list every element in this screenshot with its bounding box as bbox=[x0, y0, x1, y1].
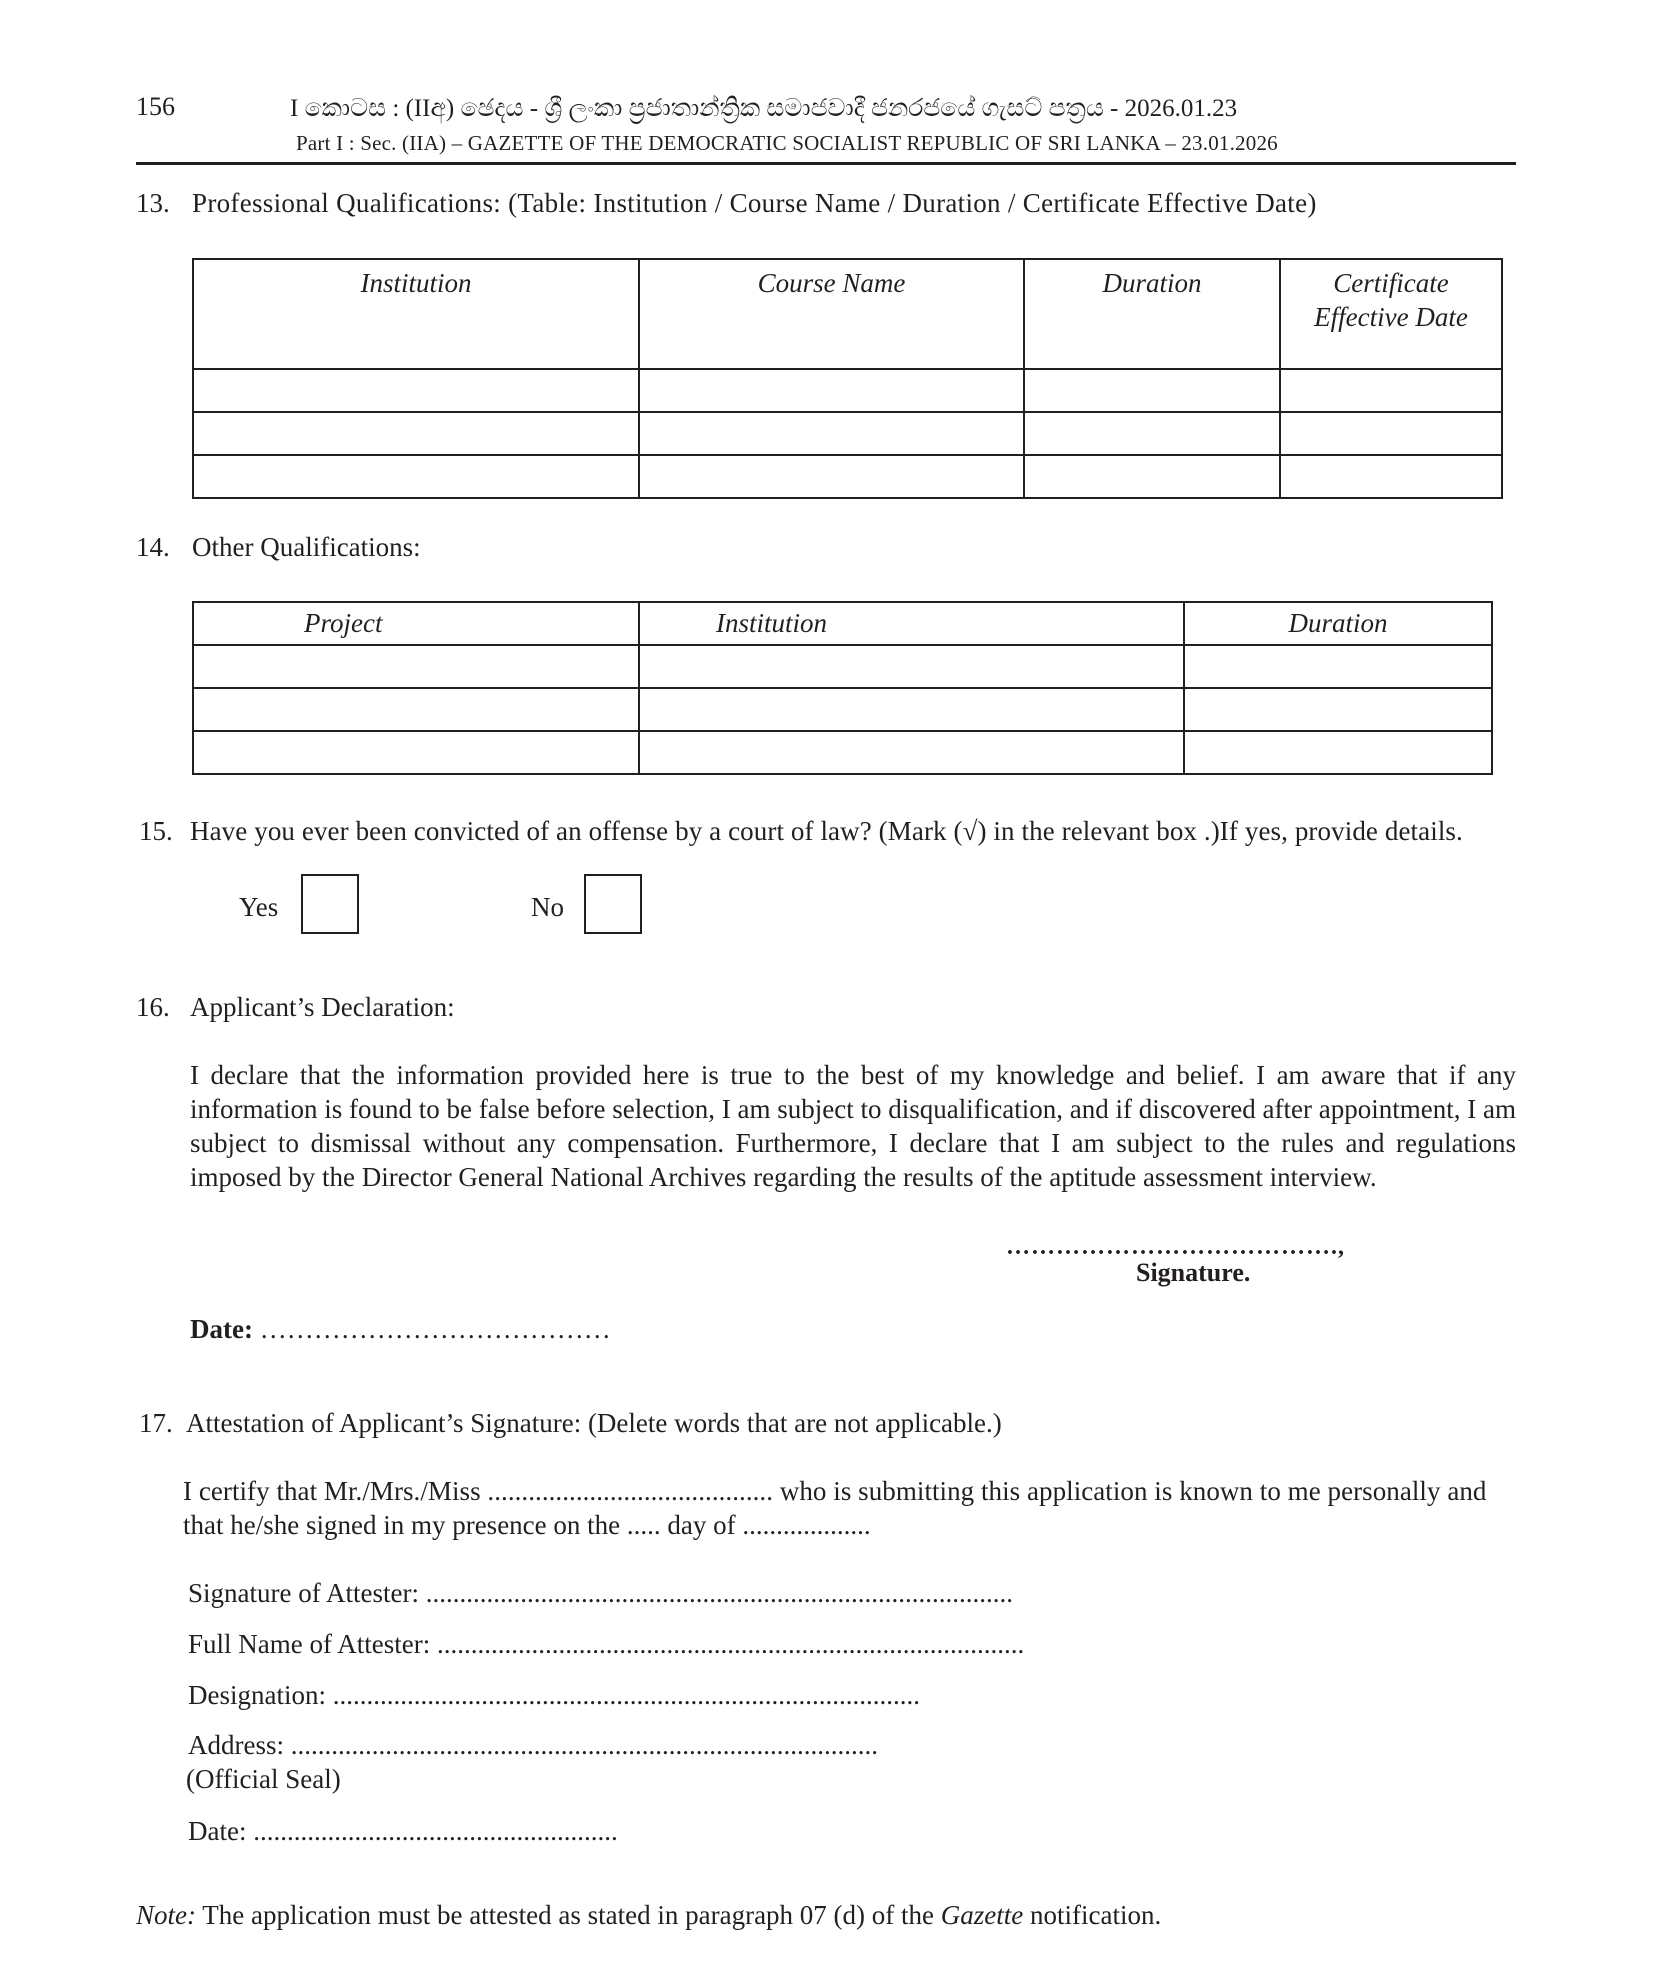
table-row bbox=[193, 412, 1502, 455]
q13-number: 13. bbox=[136, 188, 170, 218]
q15-title: Have you ever been convicted of an offense by a court of law? (Mark (√) in the relevant box .)If yes, provide details. bbox=[190, 816, 1463, 846]
table-cell[interactable] bbox=[193, 412, 639, 455]
table-header-row bbox=[193, 602, 1492, 645]
table-cell[interactable] bbox=[1280, 412, 1502, 455]
table-cell[interactable] bbox=[639, 731, 1184, 774]
table-cell[interactable] bbox=[639, 455, 1024, 498]
note-text-before: The application must be attested as stated in paragraph 07 (d) of the bbox=[196, 1900, 941, 1930]
yes-label: Yes bbox=[239, 892, 279, 922]
header-sinhala-title: I කොටස : (IIඅ) ඡෙදය - ශ්‍රී ලංකා ප්‍රජාතාන්ත්‍රික සමාජවාදී ජනරජයේ ගැසට් පත්‍රය - 2026.01.23 bbox=[290, 95, 1238, 122]
certify-line-2: that he/she signed in my presence on the ..... day of ................... bbox=[183, 1510, 871, 1540]
table-cell[interactable] bbox=[193, 645, 639, 688]
date-label: Date: bbox=[190, 1314, 253, 1344]
q14-title: Other Qualifications: bbox=[192, 532, 421, 562]
signature-label: Signature. bbox=[1136, 1258, 1251, 1287]
full-name-of-attester-field[interactable]: Full Name of Attester: ....................................................................................... bbox=[188, 1629, 1025, 1659]
table-cell[interactable] bbox=[193, 731, 639, 774]
note-paragraph bbox=[136, 1898, 1161, 1932]
table-cell[interactable] bbox=[1024, 369, 1280, 412]
certify-line-1: I certify that Mr./Mrs./Miss .......................................... who is submitting this application is known to me personally and bbox=[183, 1476, 1487, 1506]
col-header-duration: Duration bbox=[1024, 259, 1280, 369]
table-header-row bbox=[193, 259, 1502, 369]
note-text-after: notification. bbox=[1023, 1900, 1162, 1930]
table-cell[interactable] bbox=[1280, 369, 1502, 412]
table-row bbox=[193, 369, 1502, 412]
table-cell[interactable] bbox=[1184, 645, 1492, 688]
q13-title: Professional Qualifications: (Table: Institution / Course Name / Duration / Certificate Effective Date) bbox=[192, 188, 1317, 218]
designation-field[interactable]: Designation: ....................................................................................... bbox=[188, 1680, 920, 1710]
table-cell[interactable] bbox=[1184, 731, 1492, 774]
col-header-institution: Institution bbox=[193, 259, 639, 369]
q16-number: 16. bbox=[136, 992, 170, 1022]
q17-title: Attestation of Applicant’s Signature: (Delete words that are not applicable.) bbox=[186, 1408, 1002, 1438]
col-header-project: Project bbox=[193, 602, 639, 645]
table-cell[interactable] bbox=[639, 412, 1024, 455]
table-cell[interactable] bbox=[1024, 412, 1280, 455]
col-header-duration: Duration bbox=[1184, 602, 1492, 645]
table-row bbox=[193, 688, 1492, 731]
table-cell[interactable] bbox=[639, 688, 1184, 731]
table-cell[interactable] bbox=[1280, 455, 1502, 498]
professional-qualifications-table bbox=[192, 258, 1503, 499]
q15-number: 15. bbox=[139, 816, 173, 846]
table-row bbox=[193, 731, 1492, 774]
signature-line[interactable]: …………………………………., bbox=[1006, 1234, 1345, 1260]
table-cell[interactable] bbox=[193, 455, 639, 498]
table-cell[interactable] bbox=[1184, 688, 1492, 731]
signature-of-attester-field[interactable]: Signature of Attester: ....................................................................................... bbox=[188, 1578, 1013, 1608]
header-rule bbox=[136, 162, 1516, 165]
table-cell[interactable] bbox=[193, 688, 639, 731]
no-checkbox[interactable] bbox=[584, 874, 642, 934]
col-header-certificate-effective-date: Certificate Effective Date bbox=[1280, 259, 1502, 369]
col-header-course-name: Course Name bbox=[639, 259, 1024, 369]
declaration-text: I declare that the information provided here is true to the best of my knowledge and belief. I am aware that if any information is found to be false before selection, I am subject to disqualification, and if discovered after appointment, I am subject to dismissal without any compensation. Furthermore, I declare that I am subject to the rules and regulations imposed by the Director General National Archives regarding the results of the aptitude assessment interview. bbox=[190, 1060, 1516, 1192]
note-label: Note: bbox=[136, 1900, 196, 1930]
q17-number: 17. bbox=[139, 1408, 173, 1438]
yes-checkbox[interactable] bbox=[301, 874, 359, 934]
table-cell[interactable] bbox=[193, 369, 639, 412]
q16-title: Applicant’s Declaration: bbox=[190, 992, 455, 1022]
table-cell[interactable] bbox=[639, 645, 1184, 688]
official-seal-label: (Official Seal) bbox=[186, 1764, 341, 1794]
note-gazette: Gazette bbox=[940, 1900, 1024, 1930]
other-qualifications-table bbox=[192, 601, 1493, 775]
address-field[interactable]: Address: ....................................................................................... bbox=[188, 1730, 878, 1760]
page-number: 156 bbox=[136, 92, 175, 121]
q14-number: 14. bbox=[136, 532, 170, 562]
no-label: No bbox=[531, 892, 564, 922]
attester-date-field[interactable]: Date: ...................................................... bbox=[188, 1816, 618, 1846]
table-row bbox=[193, 455, 1502, 498]
header-english-title: Part I : Sec. (IIA) – GAZETTE OF THE DEMOCRATIC SOCIALIST REPUBLIC OF SRI LANKA – 23.01.2026 bbox=[296, 131, 1278, 155]
table-cell[interactable] bbox=[639, 369, 1024, 412]
date-line[interactable]: ………………………………… bbox=[259, 1314, 611, 1344]
col-header-institution: Institution bbox=[639, 602, 1184, 645]
table-cell[interactable] bbox=[1024, 455, 1280, 498]
table-row bbox=[193, 645, 1492, 688]
